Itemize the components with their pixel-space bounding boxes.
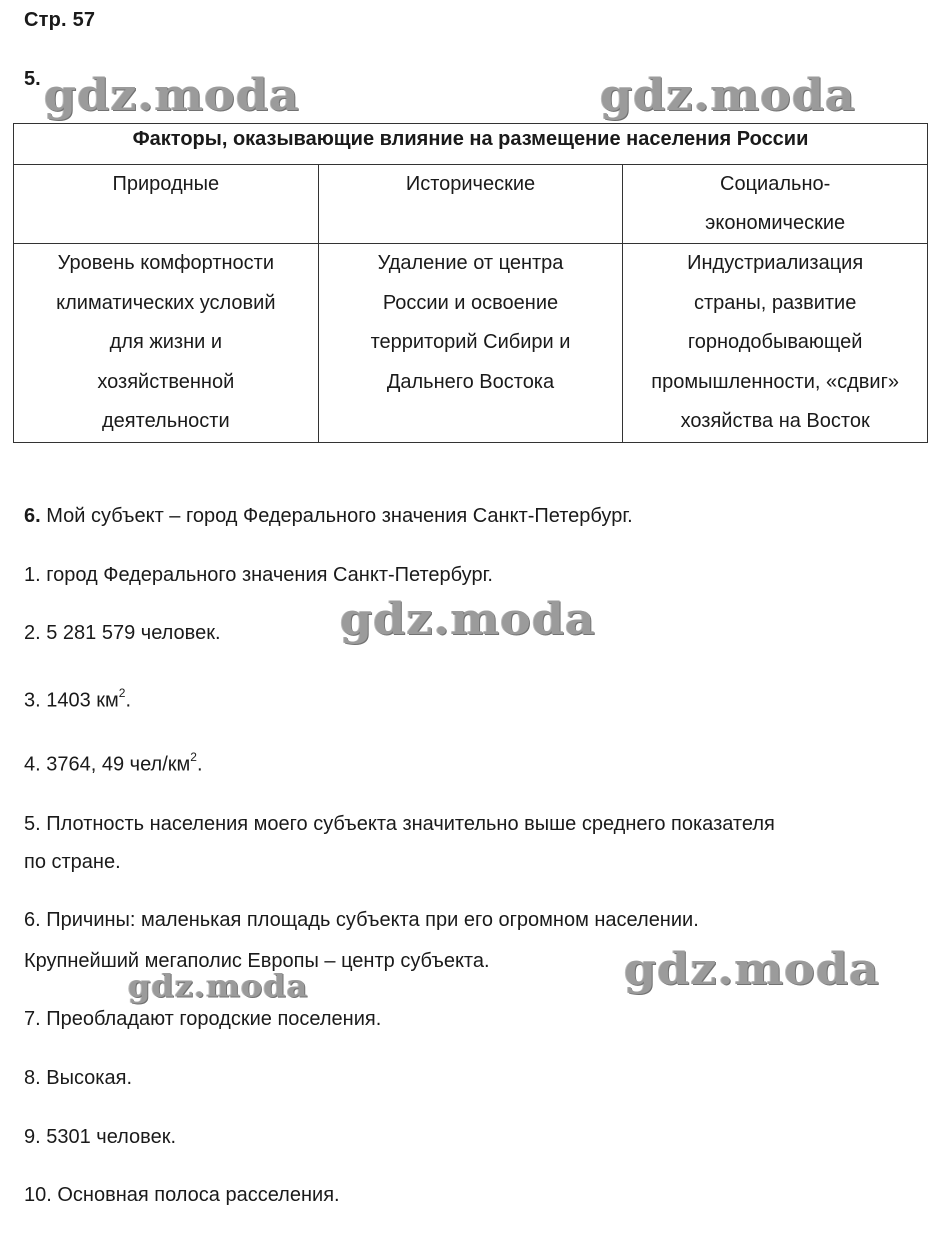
factors-table bbox=[13, 123, 928, 443]
table-cell-socioeconomic bbox=[623, 244, 928, 443]
answer-4-text: 4. 3764, 49 чел/км bbox=[24, 753, 191, 776]
column-header-label: Социально- экономические bbox=[705, 173, 846, 234]
answer-2: 2. 5 281 579 человек. bbox=[24, 622, 221, 644]
answer-4-end: . bbox=[196, 753, 203, 776]
answer-6-line-1: 6. Причины: маленькая площадь субъекта при его огромном населении. bbox=[24, 909, 699, 931]
column-header-socioeconomic bbox=[623, 165, 928, 244]
task-6-intro bbox=[24, 505, 633, 528]
answer-10: 10. Основная полоса расселения. bbox=[24, 1184, 340, 1206]
watermark-logo: gdz.moda bbox=[44, 69, 300, 121]
answer-7: 7. Преобладают городские поселения. bbox=[24, 1008, 382, 1030]
table-cell-text: Уровень комфортности климатических условий для жизни и хозяйственной деятельности bbox=[56, 252, 276, 432]
table-cell-text: Удаление от центра России и освоение территорий Сибири и Дальнего Востока bbox=[370, 252, 571, 393]
watermark-logo: gdz.moda bbox=[128, 967, 309, 1005]
watermark-logo: gdz.moda bbox=[600, 69, 856, 121]
answer-3-text: 3. 1403 км bbox=[24, 689, 119, 712]
answer-4 bbox=[24, 752, 203, 777]
answer-6-line-2: Крупнейший мегаполис Европы – центр субъекта. bbox=[24, 950, 490, 972]
answer-9: 9. 5301 человек. bbox=[24, 1126, 177, 1148]
task-5-number: 5. bbox=[24, 68, 41, 90]
answer-5-line-1: 5. Плотность населения моего субъекта значительно выше среднего показателя bbox=[24, 813, 775, 835]
column-header-label: Природные bbox=[112, 173, 220, 195]
table-cell-natural bbox=[14, 244, 319, 443]
table-cell-historical bbox=[318, 244, 623, 443]
page-header: Стр. 57 bbox=[24, 9, 96, 31]
watermark-logo: gdz.moda bbox=[624, 943, 880, 995]
column-header-label: Исторические bbox=[405, 173, 536, 195]
column-header-natural bbox=[14, 165, 319, 244]
watermark-logo: gdz.moda bbox=[340, 593, 596, 645]
answer-3-superscript: 2 bbox=[118, 686, 126, 700]
column-header-historical bbox=[318, 165, 623, 244]
answer-3-end: . bbox=[125, 689, 132, 712]
answer-4-superscript: 2 bbox=[190, 750, 197, 764]
task-6-intro-text: Мой субъект – город Федерального значения Санкт-Петербург. bbox=[40, 505, 633, 527]
task-6-number: 6. bbox=[24, 505, 41, 527]
answer-1: 1. город Федерального значения Санкт-Петербург. bbox=[24, 564, 493, 586]
answer-8: 8. Высокая. bbox=[24, 1067, 132, 1089]
table-title: Факторы, оказывающие влияние на размещение населения России bbox=[14, 124, 928, 165]
answer-3 bbox=[24, 688, 131, 713]
answer-5-line-2: по стране. bbox=[24, 851, 121, 873]
table-cell-text: Индустриализация страны, развитие горнодобывающей промышленности, «сдвиг» хозяйства на Восток bbox=[651, 252, 900, 432]
